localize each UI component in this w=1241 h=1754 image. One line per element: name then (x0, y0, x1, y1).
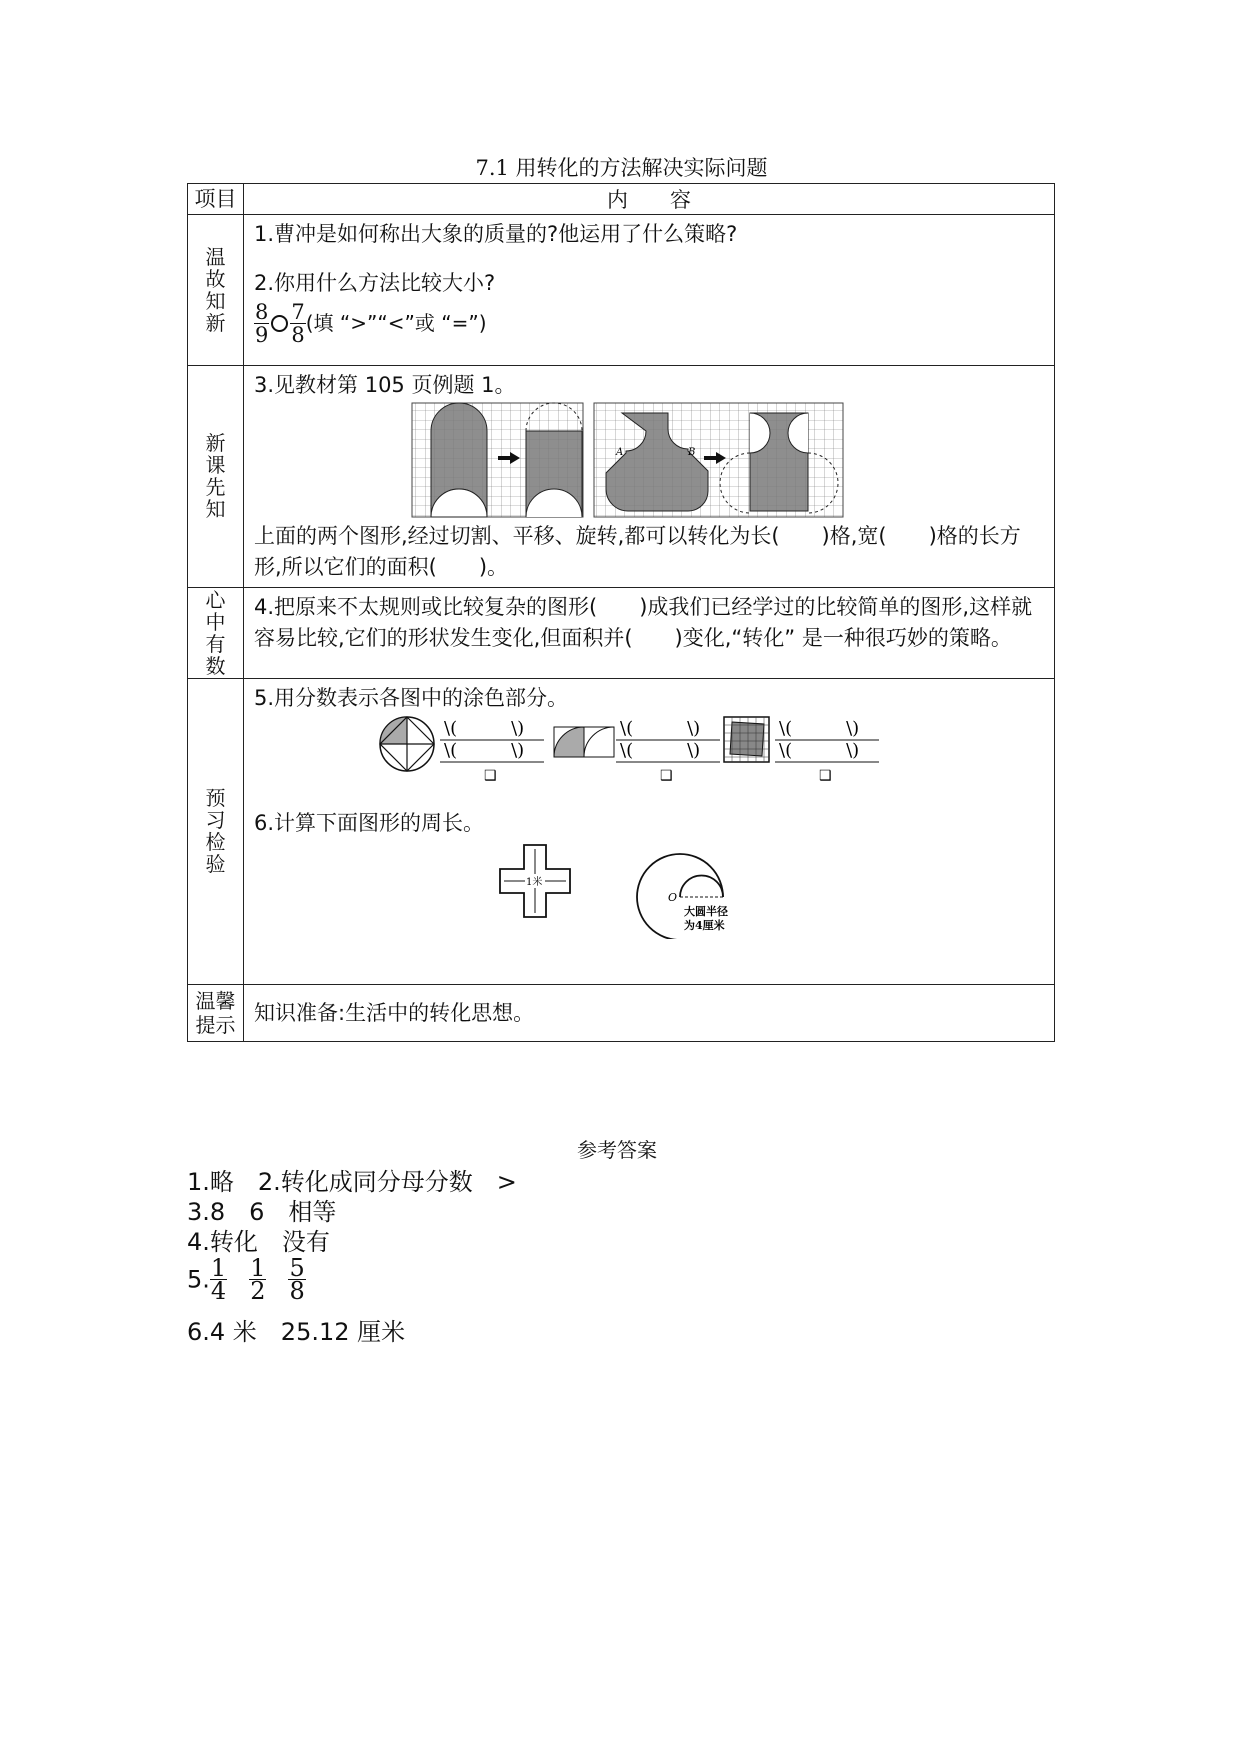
tip-text: 知识准备:生活中的转化思想。 (254, 1000, 535, 1025)
label-b: B (688, 447, 696, 458)
table-row (188, 985, 1055, 1042)
blank-box-3: ❑ (819, 768, 832, 784)
fraction-a: $\frac{8}{9}$ (255, 300, 269, 347)
blank-top-3: \( \) (779, 718, 860, 739)
answer-line-3: 4.转化 没有 (187, 1228, 330, 1256)
question-1: 1.曹冲是如何称出大象的质量的?他运用了什么策略? (254, 222, 738, 246)
row-label-review: 温故知新 (188, 215, 244, 366)
perimeter-figures (254, 839, 1094, 939)
radius-note-1: 大圆半径 (684, 905, 728, 918)
shaded-part-3 (730, 722, 764, 756)
row-content-preview (244, 366, 1055, 588)
table-row (188, 679, 1055, 985)
answer-line-1: 1.略 2.转化成同分母分数 > (187, 1168, 517, 1196)
row-content-tips (244, 985, 1055, 1042)
compare-circle-blank[interactable] (271, 315, 288, 332)
row-content-review (244, 215, 1055, 366)
fraction-figures (254, 714, 1094, 794)
blank-box-2: ❑ (660, 768, 673, 784)
row-content-understand (244, 588, 1055, 679)
transform-text: 上面的两个图形,经过切割、平移、旋转,都可以转化为长( )格,宽( )格的长方形,所以它们的面积( )。 (254, 524, 1021, 579)
answer-line-4: 5. $\frac{1}{4}$ $\frac{1}{2}$ $\frac{5}{8}$ (187, 1254, 305, 1305)
row-content-check (244, 679, 1055, 985)
question-2: 2.你用什么方法比较大小? (254, 271, 496, 295)
row-label-check: 预习检验 (188, 679, 244, 985)
blank-mid-3: \( \) (779, 740, 860, 761)
answer-fraction-3: $\frac{5}{8}$ (289, 1254, 305, 1305)
answer-line-5: 6.4 米 25.12 厘米 (187, 1318, 406, 1346)
blank-box-1: ❑ (484, 768, 497, 784)
answer-fraction-2: $\frac{1}{2}$ (250, 1254, 266, 1305)
compare-expression (254, 301, 1044, 346)
center-o: O (668, 891, 678, 904)
lesson-plan-table (187, 183, 1055, 1042)
cross-label: 1米 (526, 877, 543, 888)
grid-figures (254, 401, 1094, 521)
answer-fraction-1: $\frac{1}{4}$ (210, 1254, 227, 1305)
table-row (188, 588, 1055, 679)
radius-note-2: 为4厘米 (684, 919, 725, 932)
header-project: 项目 (188, 184, 244, 215)
table-header-row (188, 184, 1055, 215)
blank-mid-1: \( \) (444, 740, 525, 761)
row-label-understand: 心中有数 (188, 588, 244, 679)
blank-top-2: \( \) (620, 718, 701, 739)
blank-top-1: \( \) (444, 718, 525, 739)
answer-section (187, 1138, 657, 1347)
table-row (188, 215, 1055, 366)
answer-line-2: 3.8 6 相等 (187, 1198, 337, 1226)
blank-mid-2: \( \) (620, 740, 701, 761)
question-3: 3.见教材第 105 页例题 1。 (254, 373, 516, 397)
answer-heading: 参考答案 (577, 1138, 657, 1162)
fraction-b: $\frac{7}{8}$ (291, 300, 305, 347)
small-semicircle (680, 876, 723, 898)
label-a: A (616, 447, 624, 458)
question-4: 4.把原来不太规则或比较复杂的图形( )成我们已经学过的比较简单的图形,这样就容易比较,它们的形状发生变化,但面积并( )变化,“转化” 是一种很巧妙的策略。 (254, 595, 1033, 650)
row-label-preview: 新课先知 (188, 366, 244, 588)
question-5: 5.用分数表示各图中的涂色部分。 (254, 686, 569, 710)
fill-hint: (填 “>”“<”或 “=”) (305, 311, 487, 335)
page-title: 7.1 用转化的方法解决实际问题 (475, 156, 768, 180)
header-content: 内 容 (244, 184, 1055, 215)
table-row (188, 366, 1055, 588)
question-6: 6.计算下面图形的周长。 (254, 811, 485, 835)
row-label-tips: 温馨提示 (188, 985, 244, 1042)
